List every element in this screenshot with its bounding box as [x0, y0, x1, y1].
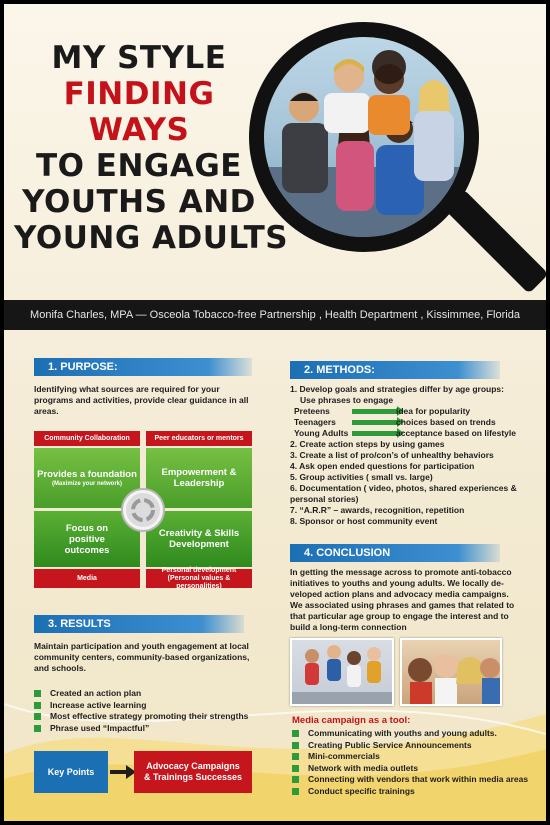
methods-line: 3. Create a list of pro/con’s of unhealthy behaviors: [290, 450, 494, 460]
conclusion-line: In getting the message across to promote anti-tobacco: [290, 567, 512, 577]
media-bullet: Conduct specific trainings: [292, 786, 532, 798]
age-group-row: [290, 406, 520, 417]
age-group-value: idea for popularity: [396, 406, 471, 416]
author-bar: Monifa Charles, MPA — Osceola Tobacco-free Partnership , Health Department , Kissimmee, Florida: [4, 300, 546, 330]
youth-group-photo-right: [400, 638, 502, 706]
title-line-5: YOUTHS AND: [22, 184, 256, 220]
youth-group-photo: [264, 37, 464, 237]
media-bullet-list: [292, 728, 532, 797]
personal-bar-line1: Personal development: [161, 566, 237, 574]
diagram-quadrant-outcomes: [34, 511, 140, 567]
age-group-label: Young Adults: [294, 428, 349, 438]
results-bullet-list: [34, 688, 264, 734]
methods-line: 6. Documentation ( video, photos, shared experiences &: [290, 483, 517, 493]
title-line-3: WAYS: [88, 112, 190, 148]
purpose-text: Identifying what sources are required for your programs and activities, provide clear guidance in all areas.: [34, 384, 249, 416]
media-bullet: Creating Public Service Announcements: [292, 740, 532, 752]
methods-line: 4. Ask open ended questions for participation: [290, 461, 475, 471]
title-line-1: MY STYLE: [51, 40, 227, 76]
conclusion-line: that particular age group to engage the interest and to: [290, 611, 509, 621]
methods-line: Use phrases to engage: [300, 395, 394, 405]
quadrant-outcomes-title: Focus on positive outcomes: [64, 522, 110, 556]
diagram-quadrant-creativity: [146, 511, 252, 567]
advocacy-line-1: Advocacy Campaigns: [146, 761, 240, 771]
personal-bar-line2: (Personal values & personalities): [167, 574, 231, 590]
media-bullet: Connecting with vendors that work within media areas: [292, 774, 532, 786]
age-group-label: Teenagers: [294, 417, 336, 427]
green-square-icon: [34, 690, 41, 697]
conclusion-heading: 4. CONCLUSION: [290, 544, 500, 562]
green-square-icon: [292, 776, 299, 783]
green-square-icon: [292, 753, 299, 760]
quadrant-empowerment-title: Empowerment & Leadership: [161, 467, 237, 489]
group-photo-illustration: [264, 37, 464, 237]
age-group-value: choices based on trends: [396, 417, 496, 427]
magnifier-handle: [444, 189, 546, 294]
diagram-bar-personal: [146, 566, 252, 590]
arrow-right-icon: [110, 764, 136, 780]
methods-line: 7. “A.R.R” – awards, recognition, repetition: [290, 505, 465, 515]
green-arrow-icon: [352, 409, 398, 414]
methods-line: 1. Develop goals and strategies differ by age groups:: [290, 384, 504, 394]
age-group-label: Preteens: [294, 406, 330, 416]
diagram-bar-community: Community Collaboration: [34, 431, 140, 446]
methods-line: 8. Sponsor or host community event: [290, 516, 438, 526]
title-line-4: TO ENGAGE: [36, 148, 242, 184]
media-campaign-title: Media campaign as a tool:: [292, 715, 411, 726]
results-bullet: Created an action plan: [34, 688, 264, 700]
green-square-icon: [292, 765, 299, 772]
conclusion-line: initiatives to youths and young adults. We locally de-: [290, 578, 504, 588]
results-bullet: Most effective strategy promoting their strengths: [34, 711, 264, 723]
green-square-icon: [292, 788, 299, 795]
results-bullet: Increase active learning: [34, 700, 264, 712]
methods-list: [290, 384, 520, 527]
magnifier-glass: [249, 22, 479, 252]
green-square-icon: [292, 742, 299, 749]
conclusion-line: We associated using phrases and games that related to: [290, 600, 515, 610]
quadrant-foundation-sub: (Maximize your network): [51, 480, 122, 487]
diagram-quadrant-foundation: [34, 448, 140, 508]
results-bullet: Phrase used “Impactful”: [34, 723, 264, 735]
green-square-icon: [34, 702, 41, 709]
media-bullet: Communicating with youths and young adults.: [292, 728, 532, 740]
conclusion-line: build a long-term connection: [290, 622, 407, 632]
conclusion-text: [290, 567, 522, 633]
thumbs-up-youth-illustration: [402, 640, 500, 704]
media-bullet: Mini-commercials: [292, 751, 532, 763]
advocacy-box: [134, 751, 252, 793]
green-arrow-icon: [352, 431, 398, 436]
age-group-row: [290, 428, 520, 439]
poster: [4, 4, 546, 821]
conclusion-line: veloped action plans and advocacy media campaigns.: [290, 589, 509, 599]
methods-line: 2. Create action steps by using games: [290, 439, 445, 449]
green-arrow-icon: [352, 420, 398, 425]
methods-heading: 2. METHODS:: [290, 361, 500, 379]
quadrant-foundation-title: Provides a foundation: [37, 468, 137, 480]
methods-line: personal stories): [290, 494, 359, 504]
cycle-arrows-icon: [126, 493, 160, 527]
diagram-bar-peer: Peer educators or mentors: [146, 431, 252, 446]
purpose-heading: 1. PURPOSE:: [34, 358, 252, 376]
youth-group-photo-left: [290, 638, 394, 706]
results-heading: 3. RESULTS: [34, 615, 244, 633]
green-square-icon: [34, 725, 41, 732]
methods-line: 5. Group activities ( small vs. large): [290, 472, 433, 482]
jumping-youth-illustration: [292, 640, 392, 704]
diagram-quadrant-empowerment: [146, 448, 252, 508]
quadrant-creativity-title: Creativity & Skills Development: [158, 528, 240, 550]
advocacy-line-2: & Trainings Successes: [143, 772, 243, 782]
diagram-bar-media: Media: [34, 569, 140, 588]
results-text: Maintain participation and youth engagement at local community centers, community-based organizations, and schools.: [34, 641, 250, 673]
cycle-hub-icon: [123, 490, 163, 530]
purpose-diagram: [34, 431, 252, 589]
age-group-row: [290, 417, 520, 428]
green-square-icon: [292, 730, 299, 737]
green-square-icon: [34, 713, 41, 720]
media-bullet: Network with media outlets: [292, 763, 532, 775]
title-line-6: YOUNG ADULTS: [14, 220, 289, 256]
key-points-box: Key Points: [34, 751, 108, 793]
poster-title: [14, 40, 289, 256]
title-line-2: FINDING: [63, 76, 215, 112]
age-group-value: acceptance based on lifestyle: [396, 428, 516, 438]
